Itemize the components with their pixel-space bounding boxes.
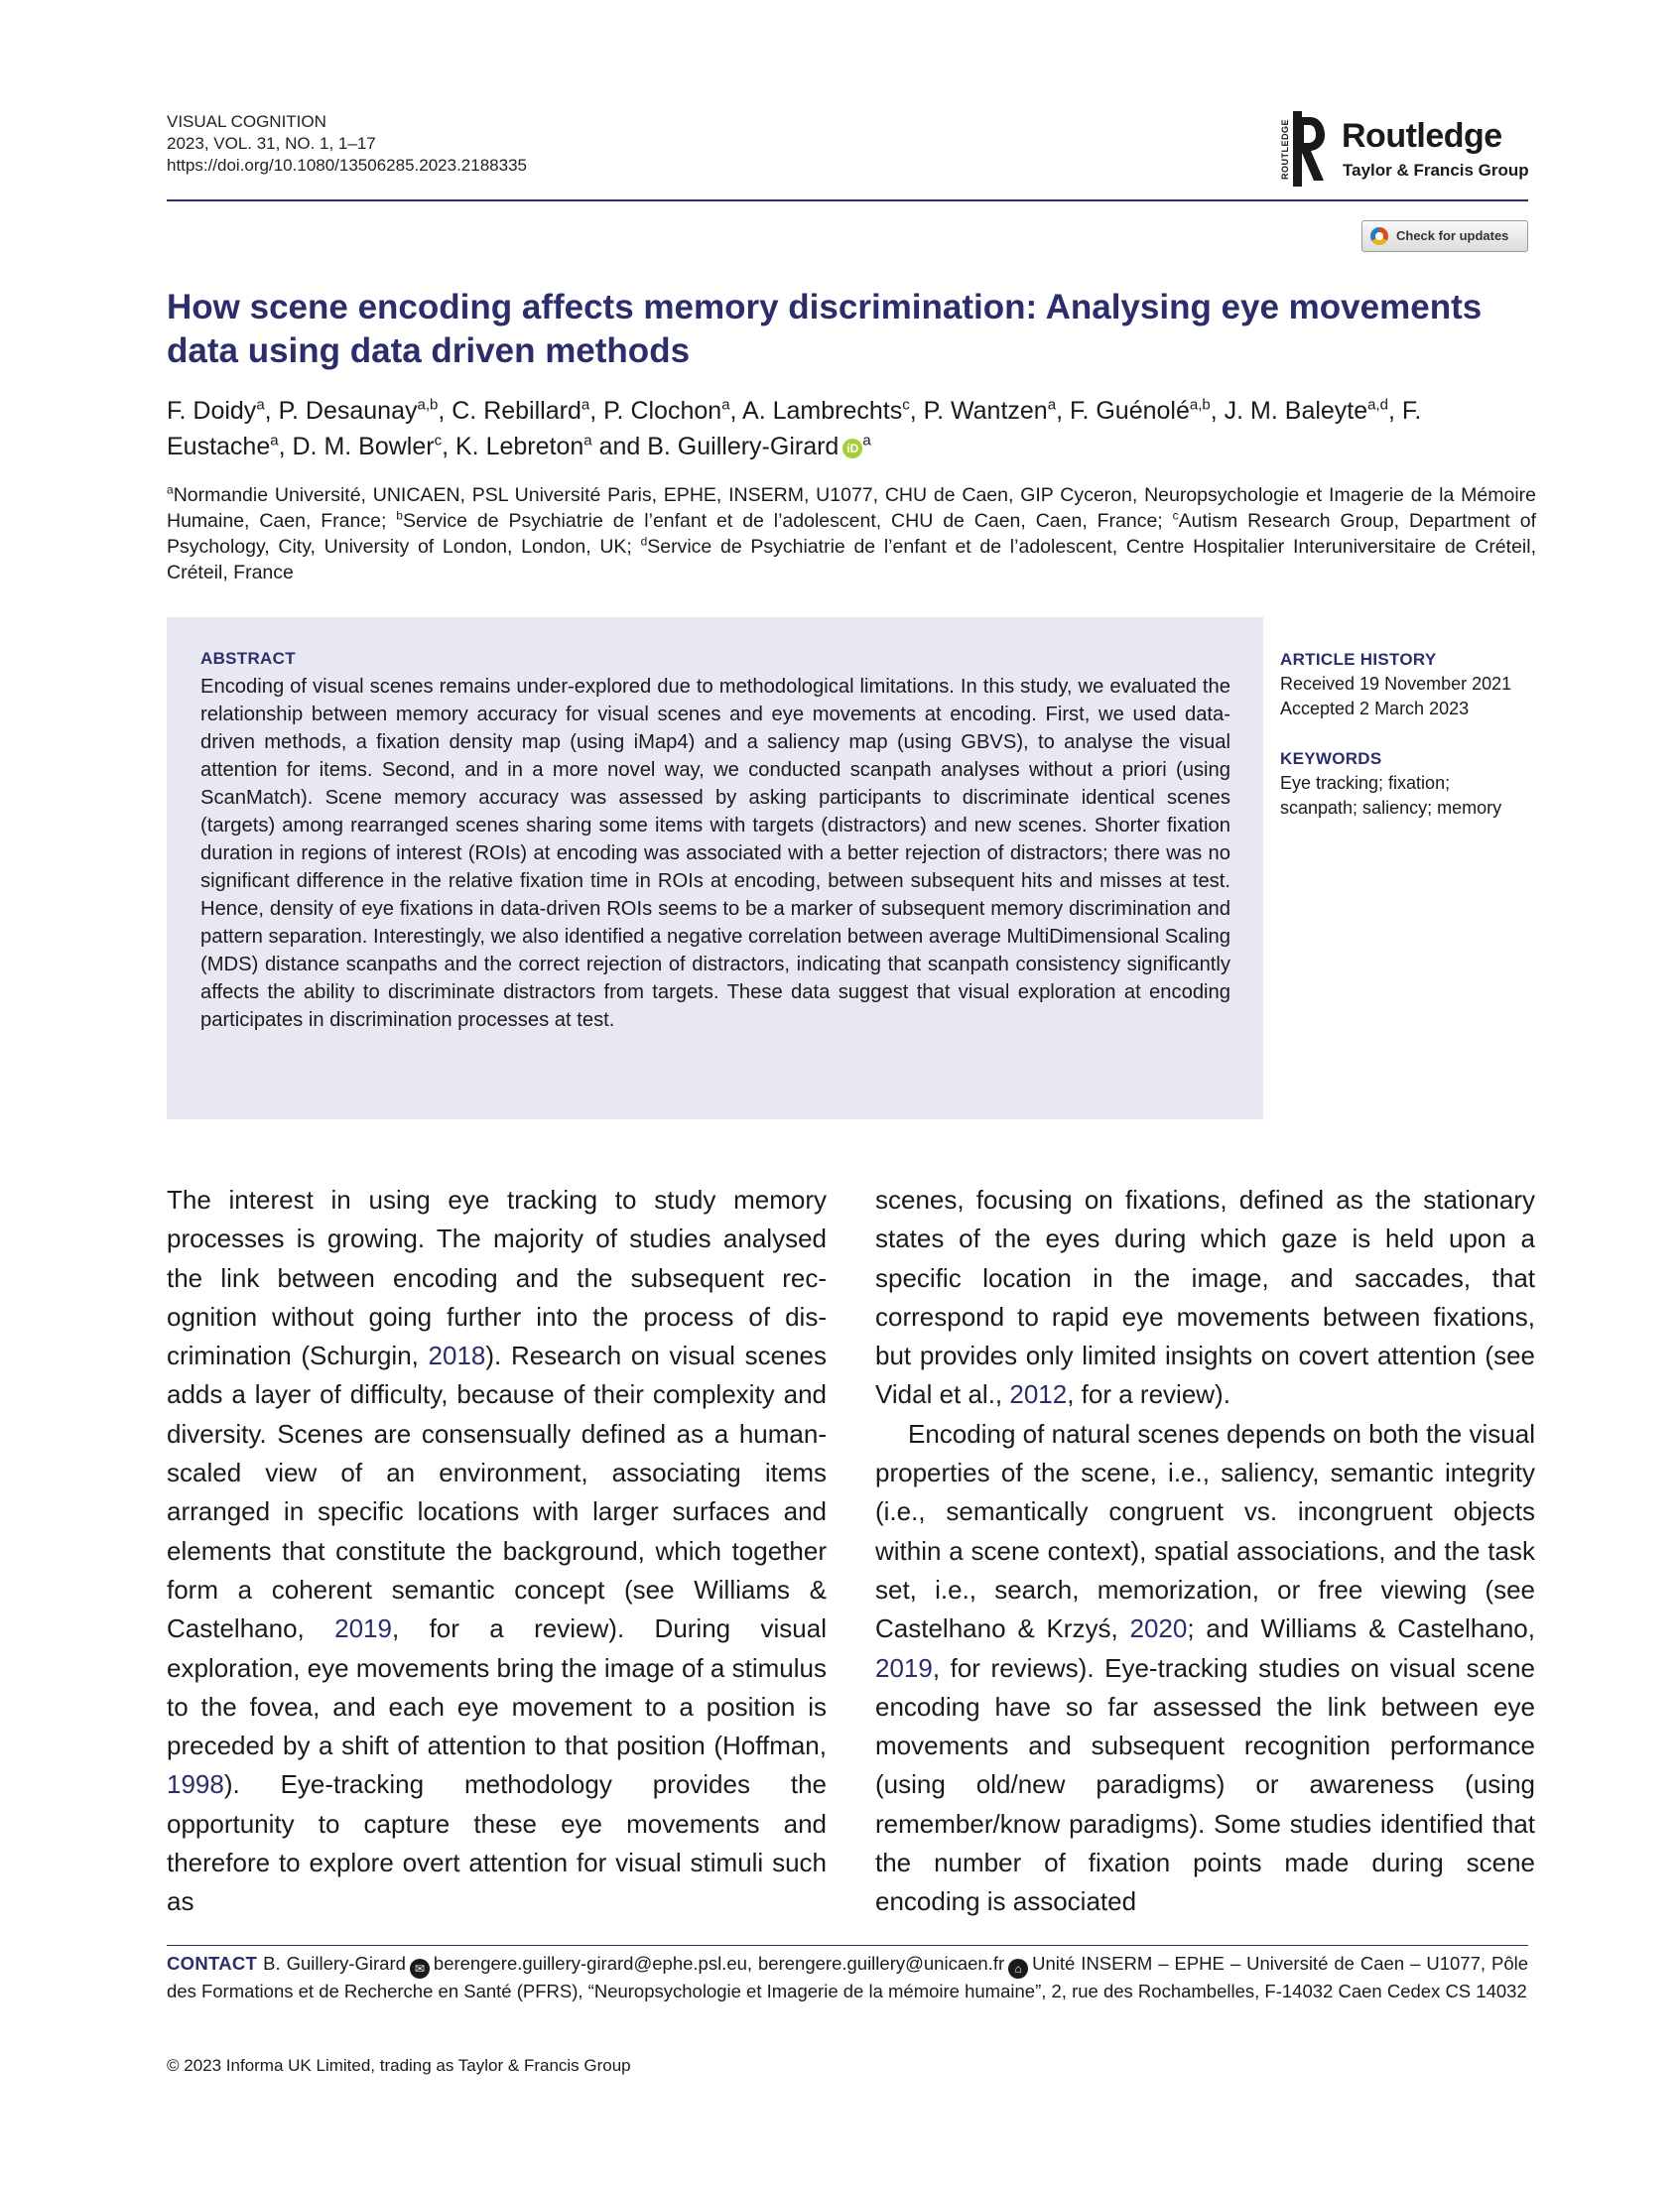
paragraph: [875, 1415, 1535, 1922]
received-date: Received 19 November 2021: [1280, 674, 1512, 694]
text-run: ; and Williams & Castelhano,: [1187, 1613, 1535, 1644]
text-run: , for reviews). Eye-tracking studies on visual scene encoding have so far assessed the link between eye movements and subsequent recognition performance (using old/new paradigms) or awareness (using remember/know paradigms). Some studies identified that the number of fixation points made during scene encoding is associated: [875, 1652, 1535, 1917]
publisher-group: Taylor & Francis Group: [1343, 161, 1529, 180]
affiliations: [167, 482, 1536, 585]
affiliation-key: a: [167, 482, 174, 497]
author-affiliation-mark: a: [721, 396, 730, 414]
article-history: [1280, 647, 1538, 721]
author[interactable]: C. Rebillard: [452, 397, 582, 425]
body-column-left: [167, 1181, 827, 1922]
author-affiliation-mark: a: [581, 396, 590, 414]
paragraph: [167, 1181, 827, 1922]
author[interactable]: B. Guillery-Girard: [647, 433, 840, 460]
journal-doi[interactable]: https://doi.org/10.1080/13506285.2023.2188335: [167, 156, 527, 175]
author-affiliation-mark: a,b: [417, 396, 439, 414]
envelope-icon: ✉: [410, 1959, 430, 1979]
contact-name: B. Guillery-Girard: [263, 1953, 406, 1974]
affiliation-key: b: [396, 508, 403, 523]
article-title: How scene encoding affects memory discrimination: Analysing eye movements data using data driven methods: [167, 288, 1483, 370]
affiliation-text: Service de Psychiatrie de l’enfant et de l’adolescent, Centre Hospitalier Interuniversitaire de Créteil, Créteil, France: [167, 536, 1537, 583]
contact-emails[interactable]: berengere.guillery-girard@ephe.psl.eu, berengere.guillery@unicaen.fr: [433, 1953, 1005, 1974]
author-affiliation-mark: a: [270, 432, 279, 450]
affiliation-key: d: [640, 534, 648, 549]
author-affiliation-mark: a: [256, 396, 265, 414]
address-icon: ⌂: [1008, 1959, 1028, 1979]
contact-heading: CONTACT: [167, 1953, 258, 1974]
header-divider: [167, 199, 1528, 201]
author[interactable]: D. M. Bowler: [292, 433, 435, 460]
check-for-updates-button[interactable]: [1361, 220, 1528, 252]
orcid-icon[interactable]: iD: [842, 439, 862, 458]
routledge-mark-text: ROUTLEDGE: [1280, 119, 1290, 181]
author-affiliation-mark: c: [434, 432, 443, 450]
keywords: [1280, 746, 1508, 821]
citation-link[interactable]: 2012: [1009, 1379, 1068, 1410]
contact-address: Unité INSERM – EPHE – Université de Caen – U1077, Pôle des Formations et de Recherche en Santé (PFRS), “Neuropsychologie et Imagerie de la mémoire humaine”, 2, rue des Rochambelles, F-14032 Caen Cedex CS 14032: [167, 1953, 1529, 2001]
accepted-date: Accepted 2 March 2023: [1280, 699, 1470, 718]
abstract-text: Encoding of visual scenes remains under-explored due to methodological limitations. In this study, we evaluated the relationship between memory accuracy for visual scenes and eye movements at encoding. First, we used data-driven methods, a fixation density map (using iMap4) and a saliency map (using GBVS), to analyse the visual attention for items. Second, and in a more novel way, we conducted scanpath analyses without a priori (using ScanMatch). Scene memory accuracy was assessed by asking participants to discriminate identical scenes (targets) among rearranged scenes sharing some items with targets (distractors) and new scenes. Shorter fixation duration in regions of interest (ROIs) at encoding was associated with a better rejection of distractors; there was no significant difference in the relative fixation time in ROIs at encoding, between subsequent hits and misses at test. Hence, density of eye fixations in data-driven ROIs seems to be a marker of subsequent memory discrimination and pattern separation. Interestingly, we also identified a negative correlation between average MultiDimensional Scaling (MDS) distance scanpaths and the correct rejection of distractors, indicating that scanpath consistency significantly affects the ability to discriminate distractors from targets. These data suggest that visual exploration at encoding participates in discrimination processes at test.: [200, 676, 1230, 1031]
author[interactable]: P. Desaunay: [278, 397, 418, 425]
text-run: scenes, focusing on fixations, defined as the stationary states of the eyes during which gaze is held upon a specific location in the image, and saccades, that correspond to rapid eye movements between fixations, but provides only limited insights on covert attention (see Vidal et al.,: [875, 1185, 1535, 1410]
author-affiliation-mark: a: [862, 432, 871, 450]
contact-info: [167, 1951, 1528, 2004]
paragraph: [875, 1181, 1535, 1415]
citation-link[interactable]: 2019: [334, 1613, 392, 1644]
text-run: , for a review).: [1067, 1379, 1230, 1410]
author-list: F. Doidy$^a$, P. Desaunay$^{a,b}$, C. Rebillard$^a$, P. Clochon$^a$, A. Lambrechts$^c$, P. Wantzen$^a$, F. Guénolé$^{a,b}$, J. M. Baleyte$^{a,d}$, F. Eustache$^a$, D. M. Bowler$^c$, K. Lebreton$^a$ and B. Guillery-Girard iD $^a$: [167, 396, 1422, 460]
affiliation-key: c: [1172, 508, 1179, 523]
author-affiliation-mark: a,b: [1189, 396, 1211, 414]
abstract-heading: ABSTRACT: [200, 649, 296, 668]
journal-info: [167, 111, 527, 177]
authors-and: and: [598, 433, 641, 460]
text-run: Encoding of natural scenes depends on both the visual properties of the scene, i.e., saliency, semantic integrity (i.e., semantically congruent vs. incongruent objects within a scene context), spatial associations, and the task set, i.e., search, memorization, or free viewing (see Castelhano & Krzyś,: [875, 1418, 1535, 1644]
citation-link[interactable]: 2020: [1129, 1613, 1188, 1644]
text-run: ). Research on visual scenes adds a layer of difficulty, because of their complexity and diversity. Scenes are consensually defined as a human-scaled view of an environment, associating items arranged in specific locations with larger surfaces and elements that constitute the background, which together form a coherent semantic concept (see Williams & Castelhano,: [167, 1341, 827, 1644]
author[interactable]: A. Lambrechts: [742, 397, 903, 425]
author[interactable]: F. Doidy: [167, 397, 257, 425]
keywords-text: Eye tracking; fixation; scanpath; saliency; memory: [1280, 773, 1502, 818]
author[interactable]: K. Lebreton: [455, 433, 584, 460]
check-for-updates-label: Check for updates: [1396, 228, 1509, 243]
citation-link[interactable]: 2018: [428, 1341, 486, 1371]
text-run: ). Eye-tracking methodology provides the opportunity to capture these eye movements and therefore to explore overt attention for visual stimuli such as: [167, 1769, 827, 1917]
keywords-heading: KEYWORDS: [1280, 749, 1382, 768]
affiliation-text: Normandie Université, UNICAEN, PSL Université Paris, EPHE, INSERM, U1077, CHU de Caen, GIP Cyceron, Neuropsychologie et Imagerie de la Mémoire Humaine, Caen, France;: [167, 484, 1536, 532]
author[interactable]: P. Wantzen: [923, 397, 1048, 425]
text-run: The interest in using eye tracking to study memory processes is growing. The majority of studies analysed the link between encoding and the subsequent recognition without going further into the process of discrimination (Schurgin,: [167, 1185, 827, 1371]
author-affiliation-mark: a: [583, 432, 592, 450]
author[interactable]: F. Eustache: [167, 397, 1422, 460]
publisher-logo: [1280, 111, 1528, 191]
citation-link[interactable]: 2019: [875, 1652, 933, 1683]
journal-volume: 2023, VOL. 31, NO. 1, 1–17: [167, 134, 376, 153]
author-affiliation-mark: a,d: [1367, 396, 1389, 414]
author[interactable]: P. Clochon: [603, 397, 722, 425]
footer-divider: [167, 1945, 1528, 1946]
text-run: , for a review). During visual exploration, eye movements bring the image of a stimulus to the fovea, and each eye movement to a position is preceded by a shift of attention to that position (Hoffman,: [167, 1613, 827, 1761]
citation-link[interactable]: 1998: [167, 1769, 224, 1800]
copyright: © 2023 Informa UK Limited, trading as Taylor & Francis Group: [167, 2056, 631, 2075]
affiliation-text: Autism Research Group, Department of Psychology, City, University of London, London, UK;: [167, 510, 1536, 558]
author-affiliation-mark: a: [1047, 396, 1057, 414]
crossmark-icon: [1370, 227, 1388, 245]
author-affiliation-mark: c: [902, 396, 910, 414]
article-history-heading: ARTICLE HISTORY: [1280, 650, 1437, 669]
journal-name: VISUAL COGNITION: [167, 112, 326, 131]
author[interactable]: F. Guénolé: [1069, 397, 1190, 425]
publisher-name: Routledge: [1342, 117, 1502, 155]
author[interactable]: J. M. Baleyte: [1224, 397, 1368, 425]
body-column-right: [875, 1181, 1535, 1922]
affiliation-text: Service de Psychiatrie de l’enfant et de l’adolescent, CHU de Caen, Caen, France;: [402, 510, 1163, 532]
